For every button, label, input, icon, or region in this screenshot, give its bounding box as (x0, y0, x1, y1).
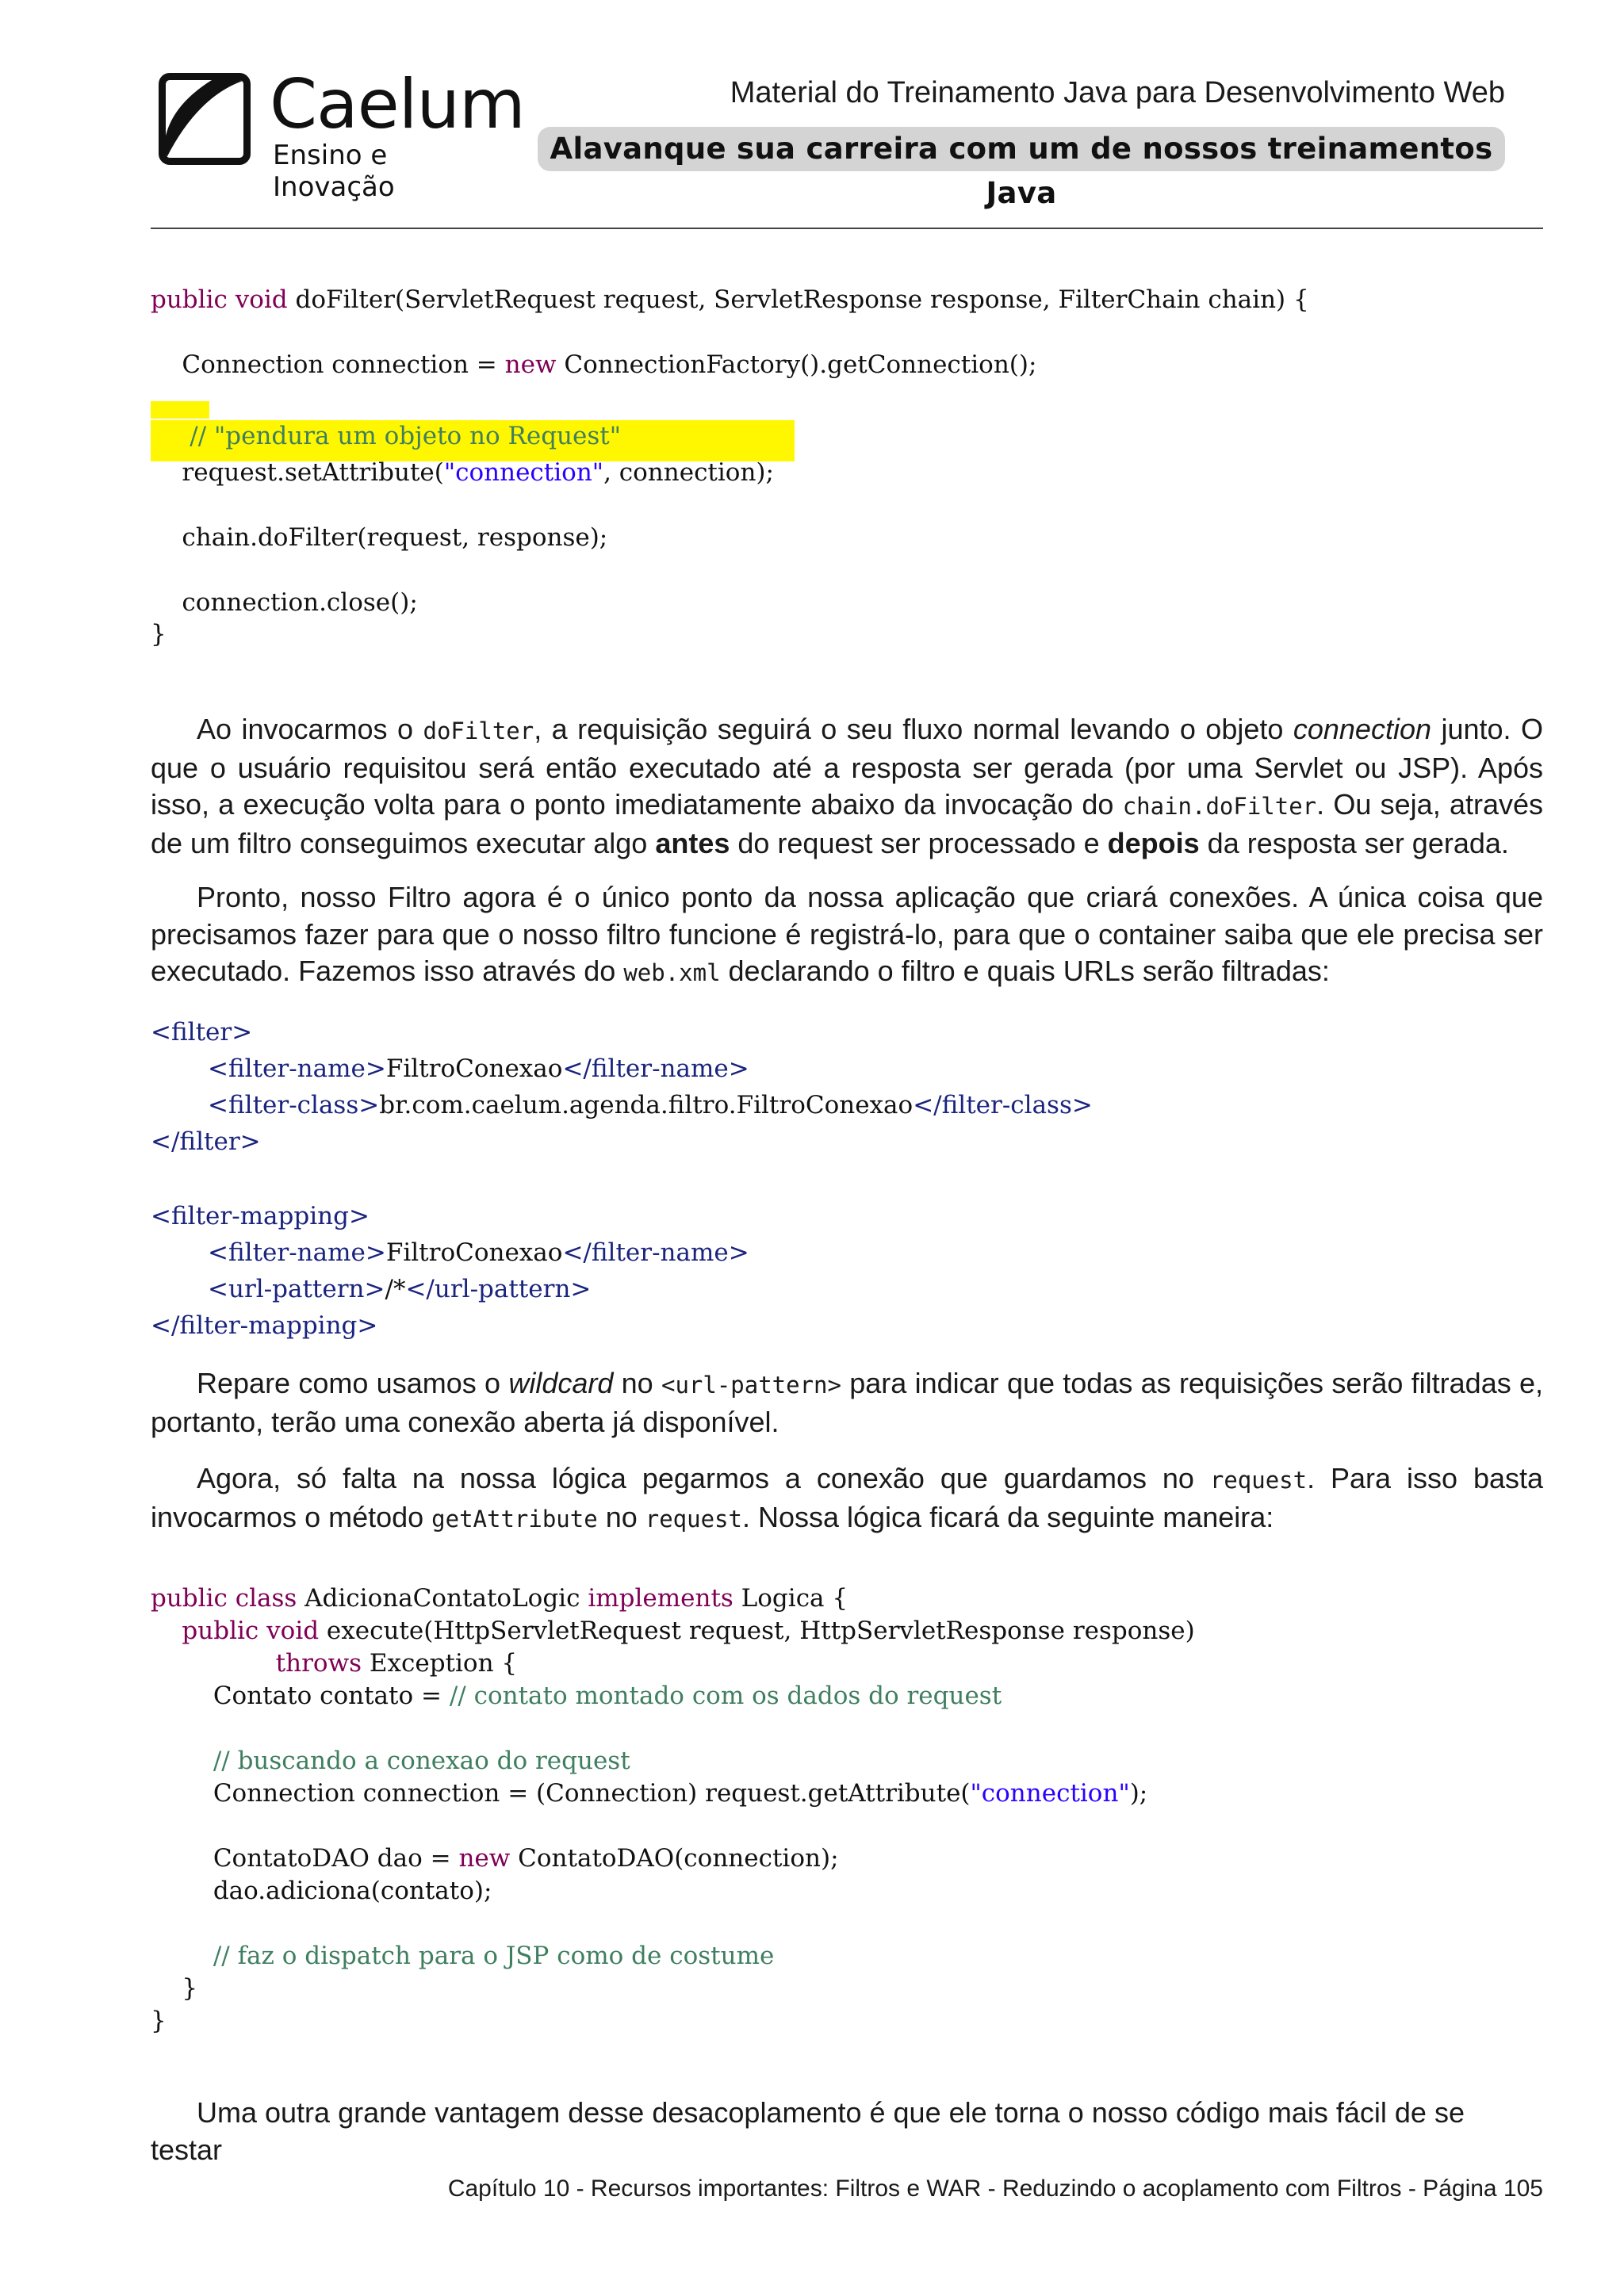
code-comment: // contato montado com os dados do request (449, 1682, 1002, 1710)
code-line (208, 1275, 591, 1303)
code-keyword: void (235, 285, 288, 314)
inline-code: doFilter (423, 718, 534, 744)
paragraph: Uma outra grande vantagem desse desacoplamento é que ele torna o nosso código mais fácil de se testar (151, 2096, 1465, 2166)
code-text: Contato contato = (151, 1682, 450, 1710)
code-line (151, 285, 1309, 314)
code-keyword: void (266, 1617, 320, 1645)
xml-tag: </url-pattern> (405, 1275, 592, 1303)
xml-tag: <url-pattern> (208, 1275, 385, 1303)
logo-name: Caelum (270, 65, 525, 144)
xml-tag: </filter-name> (562, 1054, 749, 1083)
highlight-marker (151, 401, 209, 419)
code-keyword: implements (588, 1584, 733, 1613)
xml-value: /* (385, 1275, 406, 1303)
code-line: } (151, 1974, 198, 2003)
code-block-dofilter (151, 285, 1309, 649)
xml-value: FiltroConexao (385, 1238, 563, 1267)
xml-tag: <filter-name> (208, 1054, 386, 1083)
code-line (151, 458, 774, 487)
code-text: ConnectionFactory().getConnection(); (556, 350, 1037, 379)
bold-text: antes (655, 826, 730, 859)
code-line: } (151, 620, 167, 649)
inline-code: chain.doFilter (1122, 793, 1317, 820)
inline-code: getAttribute (431, 1505, 598, 1533)
xml-tag: <filter-class> (208, 1091, 380, 1119)
xml-tag: <filter-name> (208, 1238, 386, 1267)
xml-tag: </filter-name> (562, 1238, 749, 1267)
inline-code: request (645, 1505, 742, 1533)
code-text: , connection); (603, 458, 774, 487)
code-text: Connection connection = (Connection) request.getAttribute( (151, 1779, 971, 1808)
code-line (208, 1091, 1093, 1119)
xml-value: br.com.caelum.agenda.filtro.FiltroConexao (379, 1091, 914, 1119)
svg-text:*: * (170, 82, 181, 106)
code-comment: // buscando a conexao do request (151, 1747, 630, 1775)
code-line (151, 1779, 1147, 1808)
xml-tag: <filter> (151, 1018, 253, 1047)
xml-tag: <filter-mapping> (151, 1202, 370, 1230)
code-line: chain.doFilter(request, response); (151, 523, 608, 552)
code-keyword: public (182, 1617, 259, 1645)
emphasis: wildcard (508, 1367, 614, 1399)
code-text: Connection connection = (151, 350, 505, 379)
paragraph: Repare como usamos o wildcard no <url-pattern> para indicar que todas as requisições serão filtradas e, portanto, terão uma conexão aberta já disponível. (151, 1367, 1544, 1438)
paragraph: Pronto, nosso Filtro agora é o único ponto da nossa aplicação que criará conexões. A única coisa que precisamos fazer para que o nosso filtro funcione é registrá-lo, para que o container saiba que ele precisa ser executado. Fazemos isso através do web.xml declarando o filtro e quais URLs serão filtradas: (151, 881, 1543, 987)
header-title: Material do Treinamento Java para Desenvolvimento Web (730, 76, 1505, 109)
code-block-logic (151, 1584, 1195, 2035)
bold-text: depois (1107, 826, 1200, 859)
code-text: Exception { (362, 1649, 518, 1678)
code-keyword: throws (275, 1649, 362, 1678)
code-keyword: class (235, 1584, 297, 1613)
code-keyword: new (504, 350, 557, 379)
code-text: doFilter(ServletRequest request, ServletResponse response, FilterChain chain) { (287, 285, 1309, 314)
code-keyword: public (151, 1584, 228, 1613)
code-text: ); (1129, 1779, 1148, 1808)
caelum-logo (155, 65, 525, 203)
code-text: AdicionaContatoLogic (297, 1584, 588, 1613)
code-comment: // faz o dispatch para o JSP como de costume (151, 1942, 775, 1970)
code-comment: // "pendura um objeto no Request" (151, 422, 621, 450)
code-string: "connection" (970, 1779, 1130, 1808)
header-divider (151, 228, 1543, 229)
inline-code: <url-pattern> (661, 1372, 841, 1399)
paragraph: Agora, só falta na nossa lógica pegarmos a conexão que guardamos no request. Para isso basta invocarmos o método getAttribute no request. Nossa lógica ficará da seguinte maneira: (151, 1462, 1544, 1533)
code-keyword: new (458, 1844, 511, 1873)
code-keyword: public (151, 285, 228, 314)
code-block-webxml (151, 1018, 1093, 1340)
inline-code: request (1209, 1467, 1308, 1494)
code-string: "connection" (443, 458, 604, 487)
logo-subtitle: Ensino e Inovação (273, 140, 395, 203)
paragraph: Ao invocarmos o doFilter, a requisição seguirá o seu fluxo normal levando o objeto connection junto. O que o usuário requisitou será então executado até a resposta ser gerada (por uma Servlet ou JSP). Após isso, a execução volta para o ponto imediatamente abaixo da invocação do chain.doFilter. Ou seja, através de um filtro conseguimos executar algo antes do request ser processado e depois da resposta ser gerada. (151, 713, 1543, 859)
xml-tag: </filter-class> (913, 1091, 1093, 1119)
code-line (151, 350, 1036, 379)
page-footer: Capítulo 10 - Recursos importantes: Filtros e WAR - Reduzindo o acoplamento com Filtros - Página 105 (447, 2175, 1543, 2202)
xml-value: FiltroConexao (385, 1054, 563, 1083)
code-line (151, 1584, 848, 1613)
code-text: request.setAttribute( (151, 458, 444, 487)
inline-code: web.xml (623, 959, 721, 986)
xml-tag: </filter> (151, 1127, 261, 1156)
emphasis: connection (1293, 713, 1431, 745)
code-line (208, 1238, 749, 1267)
code-line (208, 1054, 749, 1083)
xml-tag: </filter-mapping> (151, 1311, 378, 1340)
logo-mark-icon (159, 73, 251, 165)
code-text: ContatoDAO dao = (151, 1844, 459, 1873)
code-line: dao.adiciona(contato); (151, 1877, 492, 1905)
code-text: ContatoDAO(connection); (510, 1844, 839, 1873)
code-line (151, 1844, 839, 1873)
code-line (151, 1649, 517, 1678)
code-text: Logica { (733, 1584, 848, 1613)
code-line (151, 1682, 1002, 1710)
header-banner: Alavanque sua carreira com um de nossos treinamentos Java (538, 127, 1505, 171)
code-line (151, 1617, 1195, 1645)
code-text: execute(HttpServletRequest request, HttpServletResponse response) (319, 1617, 1195, 1645)
code-line: } (151, 2007, 167, 2035)
code-line: connection.close(); (151, 588, 418, 617)
